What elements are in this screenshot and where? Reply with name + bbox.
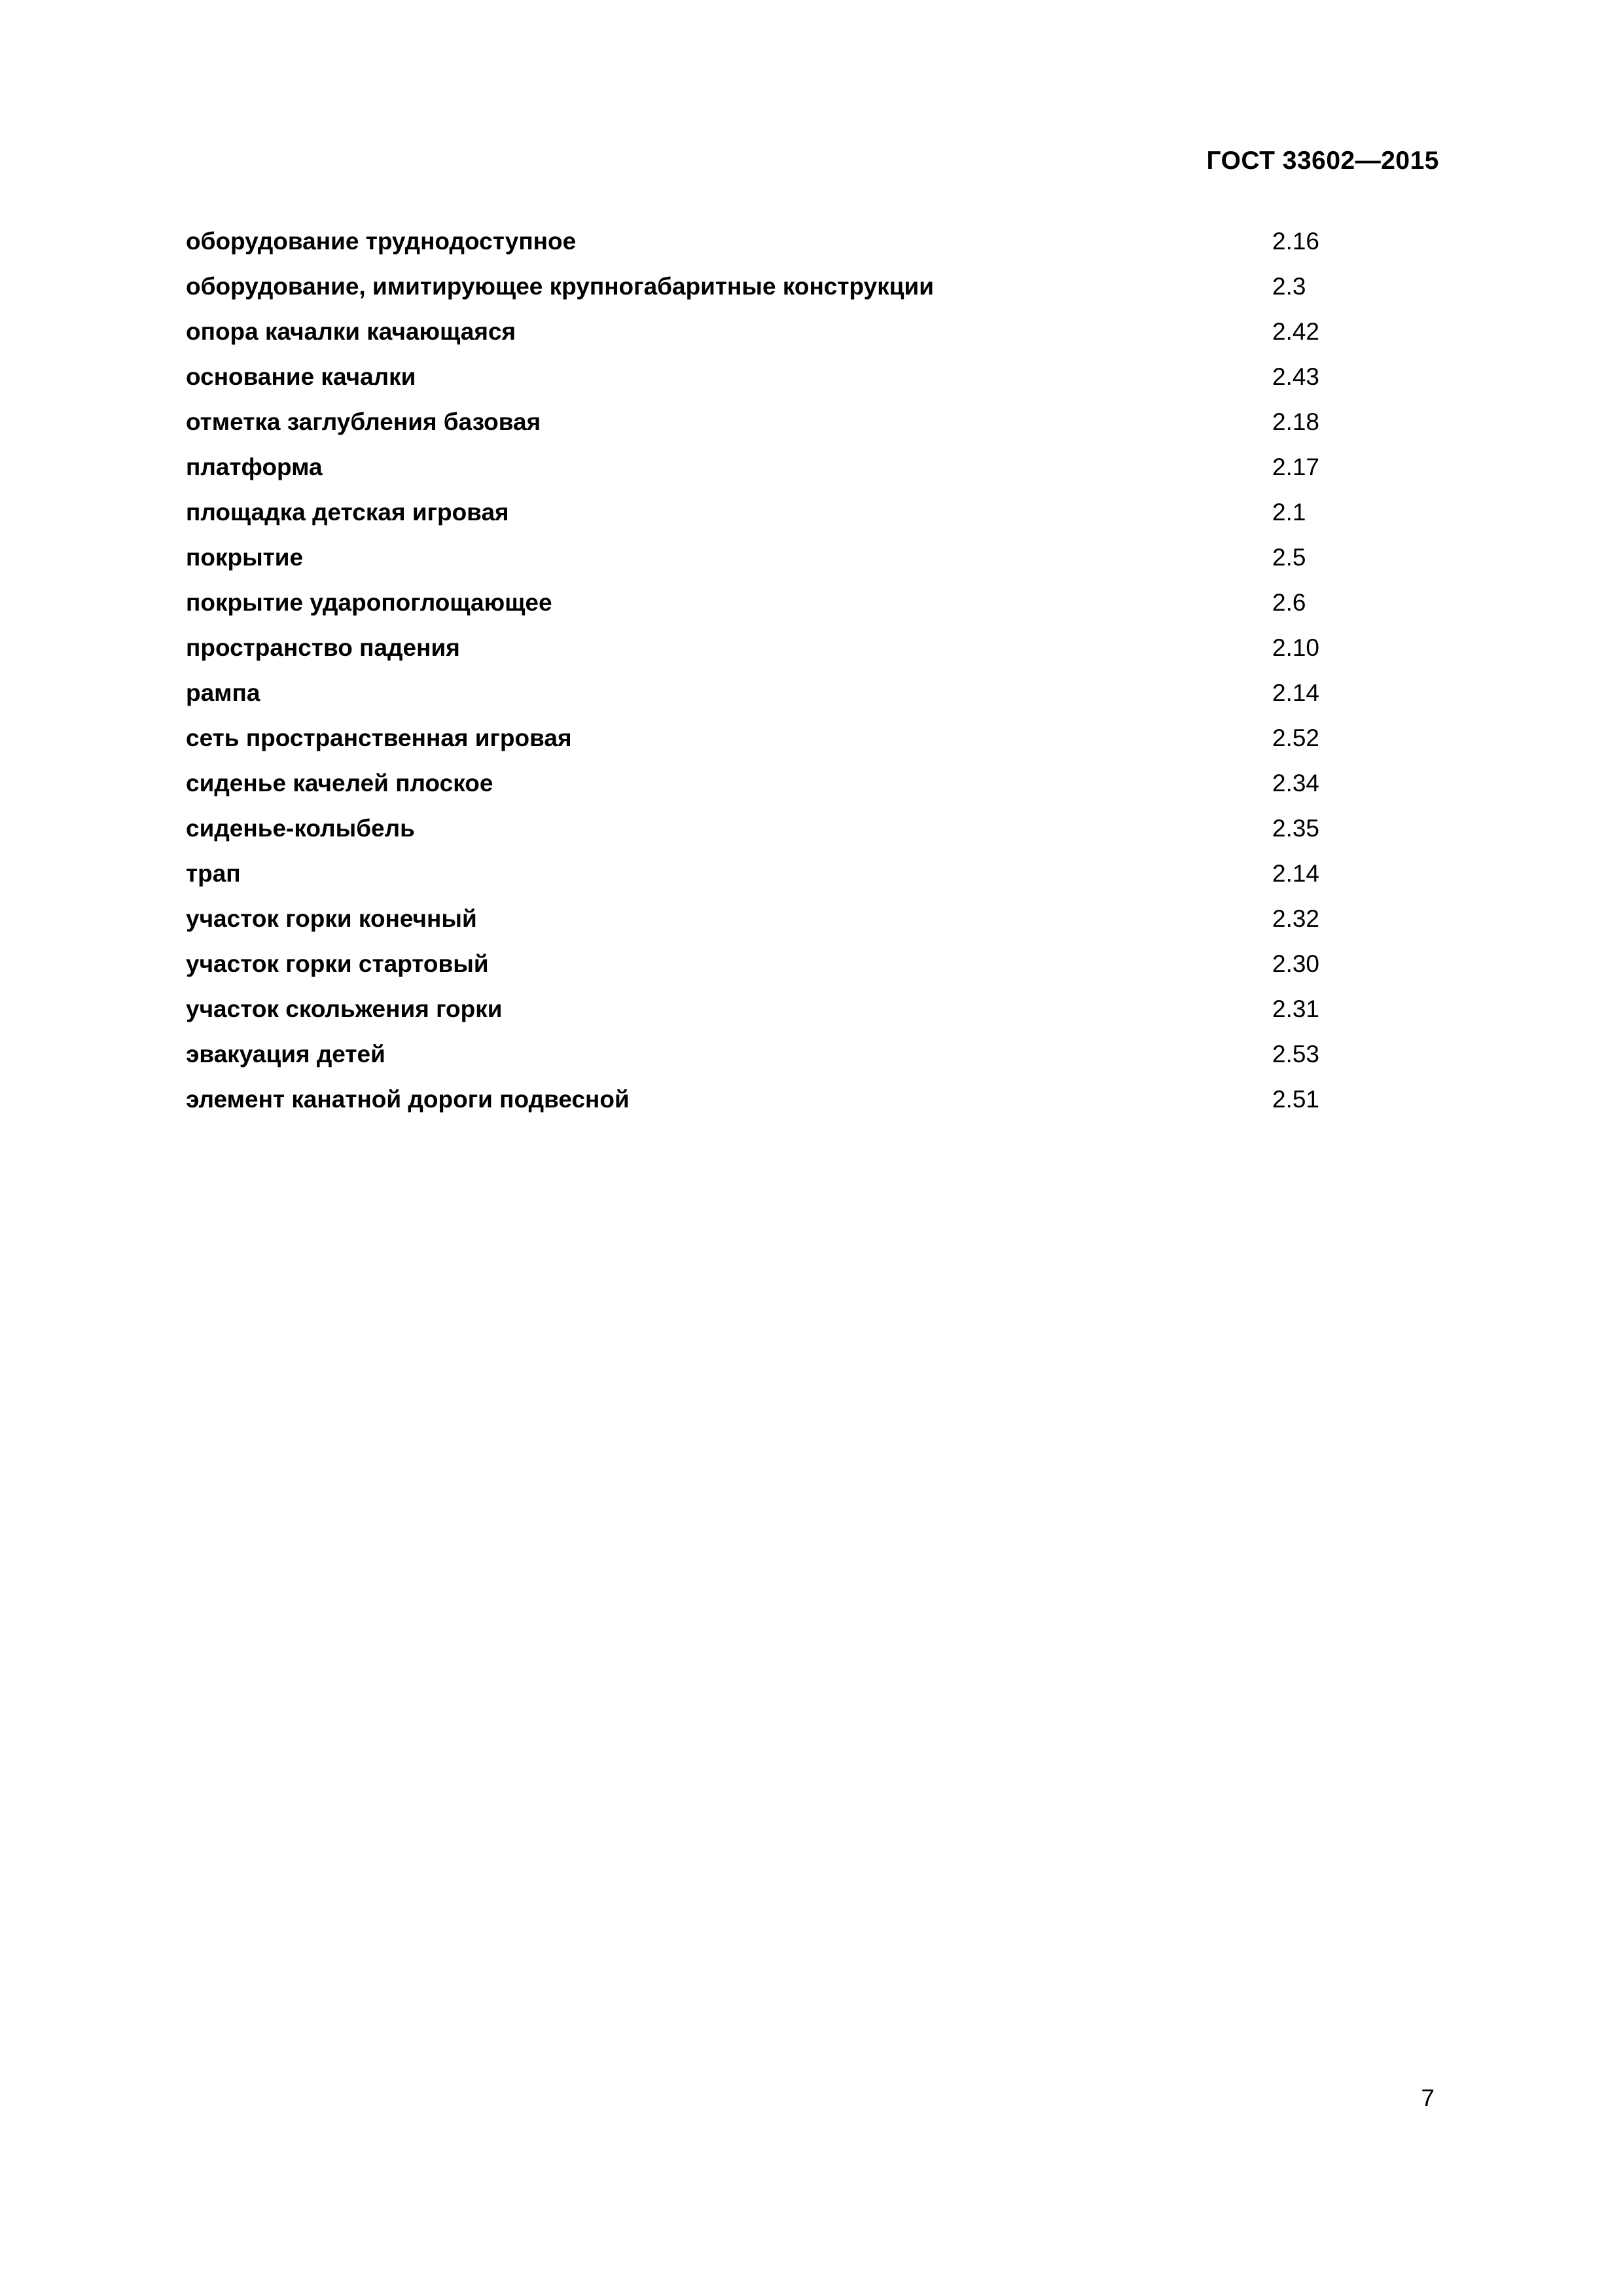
index-ref: 2.14 [1272,860,1320,887]
index-row [186,362,1364,407]
index-row [186,272,1364,317]
index-row [186,497,1364,543]
index-ref: 2.18 [1272,408,1320,435]
index-row [186,588,1364,633]
index-term: участок скольжения горки [186,996,503,1022]
index-ref: 2.32 [1272,905,1320,932]
index-ref: 2.5 [1272,544,1306,571]
index-row [186,768,1364,814]
index-term: оборудование труднодоступное [186,228,577,255]
index-ref: 2.51 [1272,1086,1320,1113]
index-term: сеть пространственная игровая [186,725,572,751]
page-number: 7 [1421,2085,1435,2111]
index-row [186,949,1364,994]
index-term: трап [186,860,241,887]
index-ref: 2.52 [1272,725,1320,751]
index-row [186,814,1364,859]
index-row [186,317,1364,362]
index-ref: 2.34 [1272,770,1320,797]
index-ref: 2.14 [1272,679,1320,706]
index-ref: 2.6 [1272,589,1306,616]
index-row [186,678,1364,723]
index-row [186,1085,1364,1130]
alphabetical-index-list [186,226,1364,1130]
index-ref: 2.16 [1272,228,1320,255]
index-term: элемент канатной дороги подвесной [186,1086,630,1113]
index-ref: 2.53 [1272,1041,1320,1067]
index-row [186,226,1364,272]
index-term: участок горки конечный [186,905,477,932]
index-term: площадка детская игровая [186,499,509,526]
index-term: отметка заглубления базовая [186,408,541,435]
index-row [186,407,1364,452]
index-row [186,543,1364,588]
index-row [186,859,1364,904]
index-row [186,633,1364,678]
index-ref: 2.30 [1272,950,1320,977]
index-term: опора качалки качающаяся [186,318,516,345]
index-term: основание качалки [186,363,416,390]
index-ref: 2.3 [1272,273,1306,300]
index-ref: 2.42 [1272,318,1320,345]
index-term: пространство падения [186,634,460,661]
page-header-standard-code: ГОСТ 33602—2015 [1206,147,1439,175]
index-ref: 2.43 [1272,363,1320,390]
index-ref: 2.1 [1272,499,1306,526]
index-term: покрытие [186,544,304,571]
index-row [186,904,1364,949]
index-row [186,994,1364,1039]
index-ref: 2.31 [1272,996,1320,1022]
index-row [186,452,1364,497]
index-term: платформа [186,454,323,480]
index-ref: 2.35 [1272,815,1320,842]
index-term: участок горки стартовый [186,950,489,977]
index-term: рампа [186,679,260,706]
index-term: эвакуация детей [186,1041,385,1067]
index-term: сиденье качелей плоское [186,770,493,797]
index-term: покрытие ударопоглощающее [186,589,552,616]
index-term: сиденье-колыбель [186,815,415,842]
index-ref: 2.10 [1272,634,1320,661]
index-term: оборудование, имитирующее крупногабаритные конструкции [186,273,934,300]
index-row [186,723,1364,768]
index-row [186,1039,1364,1085]
index-ref: 2.17 [1272,454,1320,480]
